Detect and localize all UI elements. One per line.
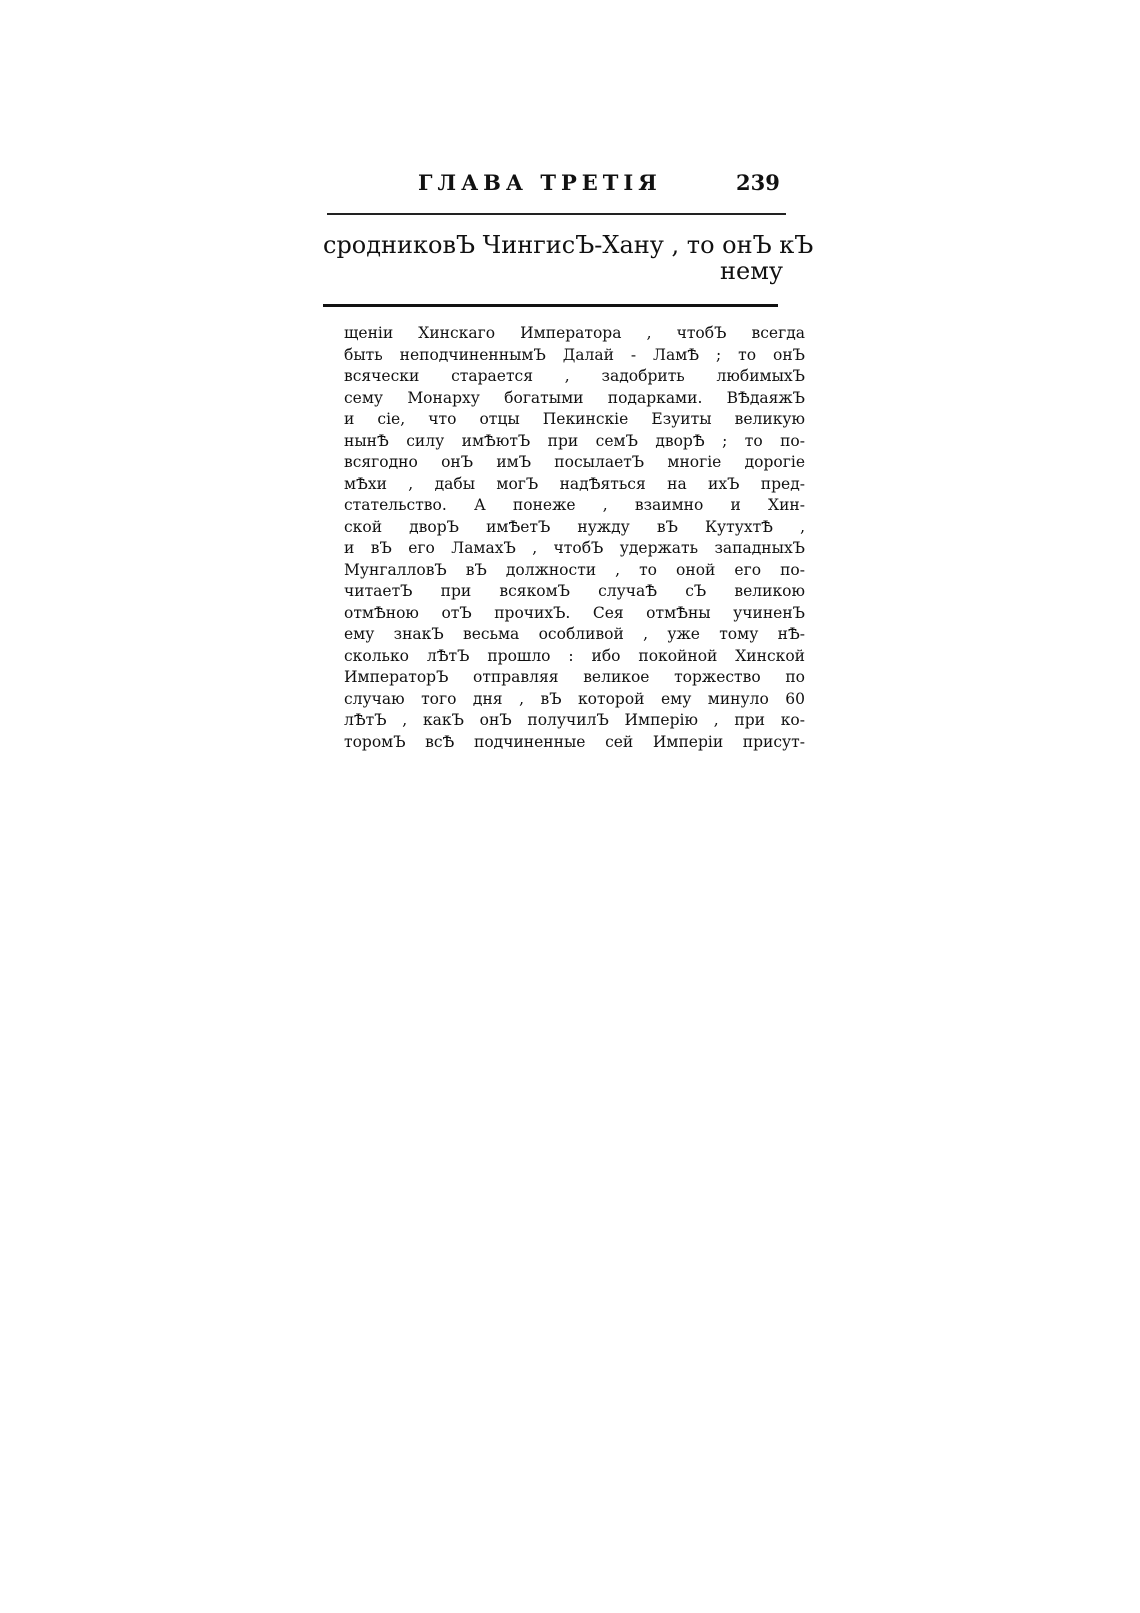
- text-line: ему знакЪ весьма особливой , уже тому нѢ-: [344, 625, 805, 643]
- text-line: лѢтЪ , какЪ онЪ получилЪ Имперію , при ко-: [344, 711, 805, 729]
- catchword: нему: [720, 257, 783, 285]
- text-line: случаю того дня , вЪ которой ему минуло 60: [344, 689, 805, 708]
- text-line: и сіе, что отцы Пекинскіе Езуиты великую: [344, 410, 805, 428]
- text-line: сколько лѢтЪ прошло : ибо покойной Хинской: [344, 646, 805, 665]
- header-rule: [327, 213, 786, 215]
- text-line: щеніи Хинскаго Императора , чтобЪ всегда: [344, 324, 805, 342]
- text-line: всячески старается , задобрить любимыхЪ: [344, 367, 805, 385]
- catchline: [323, 231, 814, 285]
- body-text: [344, 323, 805, 753]
- text-line: МунгалловЪ вЪ должности , то оной его по-: [344, 560, 805, 579]
- page-number: 239: [736, 170, 780, 195]
- text-line: мѢхи , дабы могЪ надѢяться на ихЪ пред-: [344, 474, 805, 493]
- text-line: ИмператорЪ отправляя великое торжество по: [344, 668, 805, 686]
- catchline-text: сродниковЪ ЧингисЪ-Хану , то онЪ кЪ: [323, 231, 814, 259]
- text-line: читаетЪ при всякомЪ случаѢ сЪ великою: [344, 582, 805, 600]
- text-line: и вЪ его ЛамахЪ , чтобЪ удержать западныхЪ: [344, 539, 805, 557]
- text-line: ской дворЪ имѢетЪ нужду вЪ КутухтѢ ,: [344, 517, 805, 536]
- running-title: ГЛАВА ТРЕТІЯ: [418, 170, 662, 195]
- text-line: сему Монарху богатыми подарками. ВѢдаяжЪ: [344, 388, 805, 407]
- text-line: торомЪ всѢ подчиненные сей Имперіи присут-: [344, 732, 805, 751]
- text-line: всягодно онЪ имЪ посылаетЪ многіе дорогіе: [344, 453, 805, 471]
- text-line: стательство. А понеже , взаимно и Хин-: [344, 496, 805, 514]
- section-rule: [323, 304, 778, 307]
- text-line: отмѢною отЪ прочихЪ. Сея отмѢны учиненЪ: [344, 603, 805, 622]
- text-line: нынѢ силу имѢютЪ при семЪ дворѢ ; то по-: [344, 431, 805, 450]
- text-line: быть неподчиненнымЪ Далай - ЛамѢ ; то онЪ: [344, 345, 805, 364]
